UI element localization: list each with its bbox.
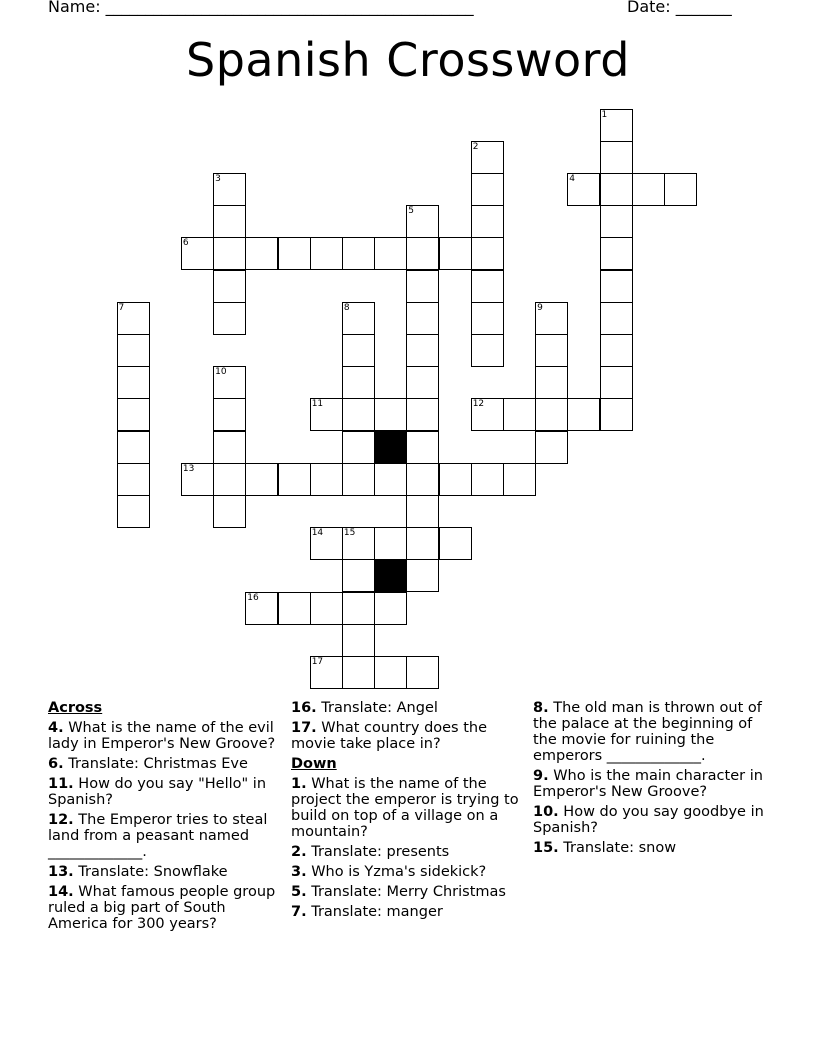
down-clue-list-continued — [533, 700, 765, 856]
grid-cell[interactable] — [406, 463, 439, 496]
grid-cell[interactable] — [600, 366, 633, 399]
clue — [533, 768, 765, 800]
grid-cell[interactable] — [213, 173, 246, 206]
across-heading: Across — [48, 700, 103, 716]
clue-text: What is the name of the project the emperor is trying to build on top of a village on a mountain? — [291, 776, 519, 840]
clue — [533, 840, 765, 856]
clue-text: What is the name of the evil lady in Emperor's New Groove? — [48, 720, 276, 752]
clue-number: 5 — [408, 206, 415, 217]
clue — [291, 844, 523, 860]
clue-number: 15. — [533, 840, 559, 856]
clue-number: 16 — [247, 592, 259, 603]
across-clue-list — [48, 720, 280, 932]
grid-cell[interactable] — [600, 205, 633, 238]
clue-number: 6 — [182, 238, 189, 249]
grid-cell[interactable] — [117, 463, 150, 496]
clue-number: 17 — [311, 656, 324, 667]
across-clue-list-continued — [291, 700, 523, 752]
clue-number: 13 — [182, 463, 195, 474]
grid-cell[interactable] — [439, 463, 472, 496]
clue-text: Who is Yzma's sidekick? — [311, 864, 487, 880]
grid-cell[interactable] — [342, 527, 375, 560]
grid-cell[interactable] — [374, 656, 407, 689]
grid-cell[interactable] — [503, 463, 536, 496]
clue — [48, 884, 280, 932]
grid-cell[interactable] — [342, 592, 375, 625]
clue-number: 3 — [215, 173, 221, 184]
name-line[interactable]: Name: ______________________________________________ — [48, 0, 474, 16]
clue — [48, 864, 280, 880]
grid-cell[interactable] — [117, 398, 150, 431]
clue-number: 13. — [48, 864, 74, 880]
grid-cell[interactable] — [310, 527, 343, 560]
grid-cell[interactable] — [342, 559, 375, 592]
grid-cell[interactable] — [374, 527, 407, 560]
grid-cell[interactable] — [439, 527, 472, 560]
grid-cell[interactable] — [374, 592, 407, 625]
clue-text: Translate: snow — [563, 840, 677, 856]
clue-number: 12 — [472, 399, 485, 410]
grid-cell[interactable] — [406, 334, 439, 367]
grid-cell[interactable] — [471, 398, 504, 431]
grid-cell[interactable] — [471, 237, 504, 270]
clue — [48, 756, 280, 772]
grid-cell[interactable] — [535, 302, 568, 335]
grid-cell[interactable] — [600, 237, 633, 270]
grid-cell[interactable] — [278, 463, 311, 496]
grid-cell[interactable] — [181, 463, 214, 496]
grid-cell[interactable] — [471, 302, 504, 335]
grid-cell[interactable] — [213, 398, 246, 431]
grid-cell[interactable] — [213, 495, 246, 528]
grid-cell[interactable] — [567, 173, 600, 206]
grid-cell[interactable] — [213, 463, 246, 496]
grid-cell[interactable] — [471, 141, 504, 174]
clue-number: 6. — [48, 756, 64, 772]
clue — [533, 804, 765, 836]
clue-number: 10. — [533, 804, 559, 820]
black-square — [374, 559, 407, 592]
clue-number: 12. — [48, 812, 74, 828]
down-clue-list — [291, 776, 523, 920]
grid-cell[interactable] — [471, 173, 504, 206]
grid-cell[interactable] — [406, 431, 439, 464]
grid-cell[interactable] — [406, 656, 439, 689]
clue-number: 14 — [311, 528, 324, 539]
grid-cell[interactable] — [535, 431, 568, 464]
grid-cell[interactable] — [600, 141, 633, 174]
grid-cell[interactable] — [406, 495, 439, 528]
clue-text: Translate: Angel — [321, 700, 438, 716]
grid-cell[interactable] — [213, 237, 246, 270]
grid-cell[interactable] — [374, 463, 407, 496]
grid-cell[interactable] — [213, 270, 246, 303]
clues-column-3 — [533, 700, 765, 860]
grid-cell[interactable] — [213, 431, 246, 464]
grid-cell[interactable] — [664, 173, 697, 206]
clue-text: Translate: manger — [311, 904, 443, 920]
clue — [291, 776, 523, 840]
grid-cell[interactable] — [406, 302, 439, 335]
grid-cell[interactable] — [310, 656, 343, 689]
grid-cell[interactable] — [310, 237, 343, 270]
grid-cell[interactable] — [117, 495, 150, 528]
clue — [48, 776, 280, 808]
grid-cell[interactable] — [406, 398, 439, 431]
grid-cell[interactable] — [245, 237, 278, 270]
grid-cell[interactable] — [600, 334, 633, 367]
clue-number: 7. — [291, 904, 307, 920]
page-title: Spanish Crossword — [186, 33, 630, 87]
grid-cell[interactable] — [600, 270, 633, 303]
clue-text: The Emperor tries to steal land from a peasant named _____________. — [48, 812, 268, 860]
grid-cell[interactable] — [503, 398, 536, 431]
grid-cell[interactable] — [535, 366, 568, 399]
grid-cell[interactable] — [600, 398, 633, 431]
grid-cell[interactable] — [471, 334, 504, 367]
grid-cell[interactable] — [342, 334, 375, 367]
clue-number: 11. — [48, 776, 74, 792]
grid-cell[interactable] — [632, 173, 665, 206]
clue-text: Translate: Christmas Eve — [68, 756, 248, 772]
grid-cell[interactable] — [117, 302, 150, 335]
clue-number: 5. — [291, 884, 307, 900]
grid-cell[interactable] — [406, 527, 439, 560]
grid-cell[interactable] — [278, 237, 311, 270]
clue-number: 8 — [343, 302, 350, 313]
clue — [48, 812, 280, 860]
clue-number: 2. — [291, 844, 307, 860]
grid-cell[interactable] — [535, 398, 568, 431]
clue — [291, 884, 523, 900]
clue-number: 14. — [48, 884, 74, 900]
clue-number: 1 — [601, 109, 608, 120]
clue-text: How do you say goodbye in Spanish? — [533, 804, 764, 836]
grid-cell[interactable] — [600, 302, 633, 335]
clue-number: 10 — [215, 367, 227, 378]
grid-cell[interactable] — [374, 398, 407, 431]
clue-text: The old man is thrown out of the palace at the beginning of the movie for ruining the emperors _____________. — [533, 700, 762, 764]
clue — [533, 700, 765, 764]
clues-column-1 — [48, 700, 280, 936]
grid-cell[interactable] — [406, 366, 439, 399]
grid-cell[interactable] — [117, 431, 150, 464]
grid-cell[interactable] — [213, 302, 246, 335]
grid-cell[interactable] — [439, 237, 472, 270]
clue-number: 1. — [291, 776, 307, 792]
grid-cell[interactable] — [406, 270, 439, 303]
clue-text: Translate: Snowflake — [78, 864, 228, 880]
grid-cell[interactable] — [310, 398, 343, 431]
grid-cell[interactable] — [600, 109, 633, 142]
clue-number: 15 — [343, 528, 356, 539]
clue — [291, 700, 523, 716]
clue-text: Translate: Merry Christmas — [311, 884, 506, 900]
grid-cell[interactable] — [342, 463, 375, 496]
grid-cell[interactable] — [117, 334, 150, 367]
grid-cell[interactable] — [245, 592, 278, 625]
grid-cell[interactable] — [342, 624, 375, 657]
grid-cell[interactable] — [310, 592, 343, 625]
clue-text: How do you say "Hello" in Spanish? — [48, 776, 267, 808]
grid-cell[interactable] — [213, 366, 246, 399]
grid-cell[interactable] — [342, 431, 375, 464]
clue — [291, 904, 523, 920]
clue-text: What famous people group ruled a big part of South America for 300 years? — [48, 884, 276, 932]
black-square — [374, 431, 407, 464]
clue-number: 4. — [48, 720, 64, 736]
down-heading: Down — [291, 756, 337, 772]
grid-cell[interactable] — [342, 302, 375, 335]
grid-cell[interactable] — [310, 463, 343, 496]
grid-cell[interactable] — [406, 237, 439, 270]
clue-number: 2 — [472, 141, 479, 152]
grid-cell[interactable] — [278, 592, 311, 625]
grid-cell[interactable] — [471, 205, 504, 238]
grid-cell[interactable] — [600, 173, 633, 206]
clue-text: What country does the movie take place in? — [291, 720, 488, 752]
grid-cell[interactable] — [567, 398, 600, 431]
grid-cell[interactable] — [535, 334, 568, 367]
date-line[interactable]: Date: _______ — [627, 0, 732, 16]
grid-cell[interactable] — [374, 237, 407, 270]
clue-number: 4 — [569, 173, 576, 184]
clue — [291, 864, 523, 880]
clue-number: 3. — [291, 864, 307, 880]
grid-cell[interactable] — [117, 366, 150, 399]
grid-cell[interactable] — [342, 237, 375, 270]
grid-cell[interactable] — [342, 656, 375, 689]
clue-number: 7 — [118, 302, 125, 313]
grid-cell[interactable] — [471, 463, 504, 496]
clue-number: 16. — [291, 700, 317, 716]
clue — [48, 720, 280, 752]
clue-number: 9. — [533, 768, 549, 784]
clues-column-2 — [291, 700, 523, 924]
grid-cell[interactable] — [342, 366, 375, 399]
clue-number: 17. — [291, 720, 317, 736]
grid-cell[interactable] — [181, 237, 214, 270]
clue-number: 8. — [533, 700, 549, 716]
clue — [291, 720, 523, 752]
grid-cell[interactable] — [213, 205, 246, 238]
clue-number: 11 — [311, 399, 324, 410]
grid-cell[interactable] — [406, 559, 439, 592]
clue-text: Who is the main character in Emperor's New Groove? — [533, 768, 763, 800]
clue-number: 9 — [537, 302, 543, 313]
clue-text: Translate: presents — [311, 844, 450, 860]
grid-cell[interactable] — [245, 463, 278, 496]
grid-cell[interactable] — [342, 398, 375, 431]
grid-cell[interactable] — [471, 270, 504, 303]
grid-cell[interactable] — [406, 205, 439, 238]
